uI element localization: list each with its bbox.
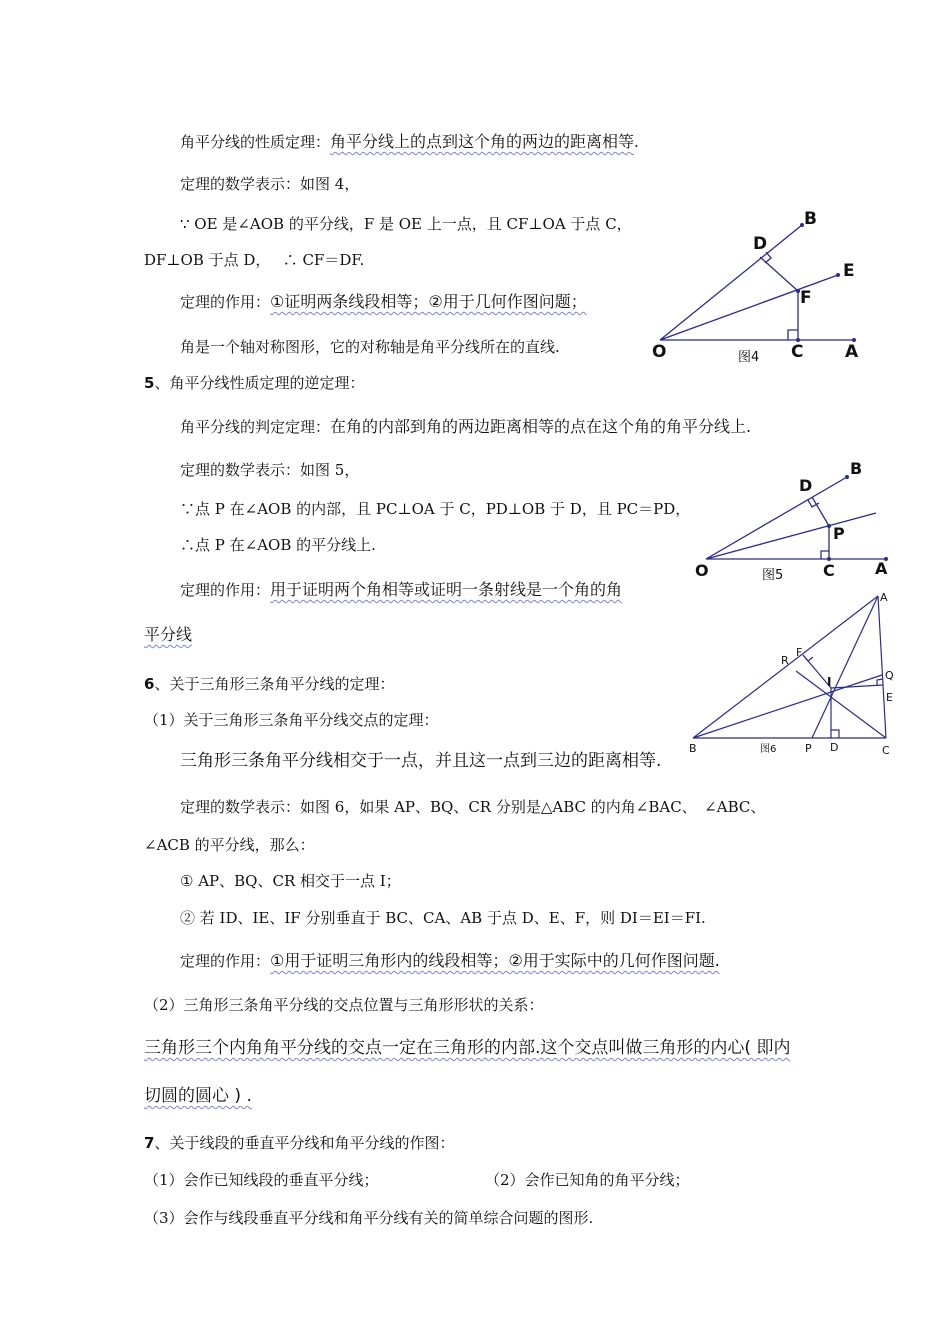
fig6-item-2: ② 若 ID、IE、IF 分别垂直于 BC、CA、AB 于点 D、E、F，则 DI＝EI＝FI. bbox=[180, 909, 706, 927]
point-e bbox=[836, 273, 840, 277]
fig6-caption: 图6 bbox=[760, 744, 777, 755]
incenter-line-1 bbox=[144, 1038, 790, 1058]
fig5-use-line bbox=[180, 580, 622, 600]
perpendicular-ie bbox=[831, 685, 883, 688]
use-label: 定理的作用： bbox=[180, 952, 271, 970]
use-label: 定理的作用： bbox=[180, 581, 271, 599]
bisector-bq bbox=[693, 675, 882, 738]
prop-text: 角平分线上的点到这个角的两边的距离相等 bbox=[330, 132, 635, 151]
label-a: A bbox=[880, 591, 888, 604]
section-6-number: 6 bbox=[144, 675, 155, 693]
label-i: I bbox=[827, 675, 832, 689]
fig4-caption: 图4 bbox=[738, 350, 760, 365]
label-f: F bbox=[796, 646, 803, 659]
fig5-caption: 图5 bbox=[762, 568, 784, 583]
label-q: Q bbox=[885, 669, 894, 682]
figure-4 bbox=[640, 200, 880, 375]
incenter-text-2: 切圆的圆心 ) . bbox=[144, 1086, 252, 1106]
fig4-condition-2: DF⊥OB 于点 D， ∴ CF＝DF. bbox=[144, 251, 365, 269]
judge-label: 角平分线的判定定理： bbox=[180, 418, 331, 436]
use-text-1: 用于证明两个角相等或证明一条射线是一个角的角 bbox=[270, 580, 623, 599]
incenter-text-1: 三角形三个内角角平分线的交点一定在三角形的内部.这个交点叫做三角形的内心( 即内 bbox=[144, 1038, 791, 1058]
label-d: D bbox=[799, 476, 813, 495]
section-6-sub2: （2）三角形三条角平分线的交点位置与三角形形状的关系： bbox=[144, 996, 544, 1014]
section-7-item-1: （1）会作已知线段的垂直平分线； bbox=[144, 1171, 379, 1189]
prop-end: . bbox=[634, 133, 639, 151]
section-7-title: 、关于线段的垂直平分线和角平分线的作图： bbox=[154, 1134, 455, 1152]
label-c: C bbox=[791, 342, 804, 362]
fig4-condition-1: ∵ OE 是∠AOB 的平分线，F 是 OE 上一点，且 CF⊥OA 于点 C， bbox=[180, 215, 632, 233]
label-f: F bbox=[800, 288, 812, 308]
label-b: B bbox=[850, 459, 863, 478]
label-d: D bbox=[753, 234, 768, 254]
fig4-use-line bbox=[180, 292, 587, 312]
use-text-2: 平分线 bbox=[144, 625, 193, 644]
fig6-use-line bbox=[180, 951, 720, 971]
bisector-ap bbox=[812, 596, 878, 738]
section-6-title: 、关于三角形三条角平分线的定理： bbox=[154, 675, 395, 693]
right-angle-c bbox=[788, 330, 798, 340]
fig6-math-line-2: ∠ACB 的平分线，那么： bbox=[144, 836, 315, 854]
point-p bbox=[827, 524, 831, 528]
side-ab bbox=[693, 596, 878, 738]
label-c: C bbox=[823, 561, 835, 580]
incenter-statement: 三角形三条角平分线相交于一点，并且这一点到三边的距离相等. bbox=[180, 751, 662, 771]
section-5-heading bbox=[144, 373, 364, 393]
point-b bbox=[845, 475, 849, 479]
fig5-condition-2: ∴点 P 在∠AOB 的平分线上. bbox=[180, 536, 376, 554]
section-7-heading bbox=[144, 1133, 454, 1153]
label-p: P bbox=[805, 742, 812, 755]
label-p: P bbox=[833, 524, 845, 543]
ray-ob bbox=[706, 477, 847, 559]
label-b: B bbox=[689, 742, 697, 755]
figure-6 bbox=[680, 588, 905, 768]
label-a: A bbox=[875, 559, 888, 578]
judge-text: 在角的内部到角的两边距离相等的点在这个角的角平分线上. bbox=[330, 417, 752, 436]
use-label: 定理的作用： bbox=[180, 293, 271, 311]
section-6-heading bbox=[144, 674, 394, 694]
fig5-use-line-2 bbox=[144, 625, 192, 645]
figure-5 bbox=[690, 455, 890, 585]
fig6-item-1: ① AP、BQ、CR 相交于一点 I； bbox=[180, 872, 401, 890]
use-text: ①用于证明三角形内的线段相等；②用于实际中的几何作图问题. bbox=[270, 951, 720, 970]
ray-ob bbox=[660, 225, 802, 340]
segment-pd bbox=[812, 497, 829, 526]
label-o: O bbox=[652, 342, 667, 362]
fig6-math-line-1: 定理的数学表示：如图 6，如果 AP、BQ、CR 分别是△ABC 的内角∠BAC、 ∠ABC、 bbox=[180, 798, 766, 816]
incenter-line-2 bbox=[144, 1086, 252, 1106]
prop-label: 角平分线的性质定理： bbox=[180, 133, 331, 151]
section-7-item-2: （2）会作已知角的角平分线； bbox=[485, 1171, 690, 1189]
section-6-sub1: （1）关于三角形三条角平分线交点的定理： bbox=[144, 711, 439, 729]
label-r: R bbox=[781, 654, 789, 667]
label-e: E bbox=[886, 691, 893, 704]
right-angle-d bbox=[831, 730, 839, 738]
section-5-title: 、角平分线性质定理的逆定理： bbox=[154, 374, 365, 392]
label-c: C bbox=[882, 744, 890, 757]
prop-theorem-line bbox=[180, 132, 639, 152]
side-ac bbox=[878, 596, 886, 738]
fig5-math-intro: 定理的数学表示：如图 5， bbox=[180, 461, 360, 479]
section-7-item-3: （3）会作与线段垂直平分线和角平分线有关的简单综合问题的图形. bbox=[144, 1209, 594, 1227]
use-text: ①证明两条线段相等；②用于几何作图问题； bbox=[270, 292, 587, 311]
label-b: B bbox=[804, 209, 817, 229]
label-a: A bbox=[845, 342, 859, 362]
fig4-math-intro: 定理的数学表示：如图 4， bbox=[180, 175, 360, 193]
label-e: E bbox=[843, 261, 855, 281]
ray-bisector bbox=[706, 513, 876, 559]
fig5-condition-1: ∵点 P 在∠AOB 的内部，且 PC⊥OA 于 C，PD⊥OB 于 D，且 PC＝PD， bbox=[180, 500, 691, 518]
label-o: O bbox=[695, 561, 709, 580]
section-7-number: 7 bbox=[144, 1134, 155, 1152]
judge-theorem-line bbox=[180, 417, 751, 437]
right-angle-f bbox=[803, 655, 813, 661]
section-5-number: 5 bbox=[144, 374, 155, 392]
symmetry-line: 角是一个轴对称图形，它的对称轴是角平分线所在的直线. bbox=[180, 338, 560, 356]
bisector-cr bbox=[796, 671, 886, 738]
label-d: D bbox=[830, 741, 839, 754]
